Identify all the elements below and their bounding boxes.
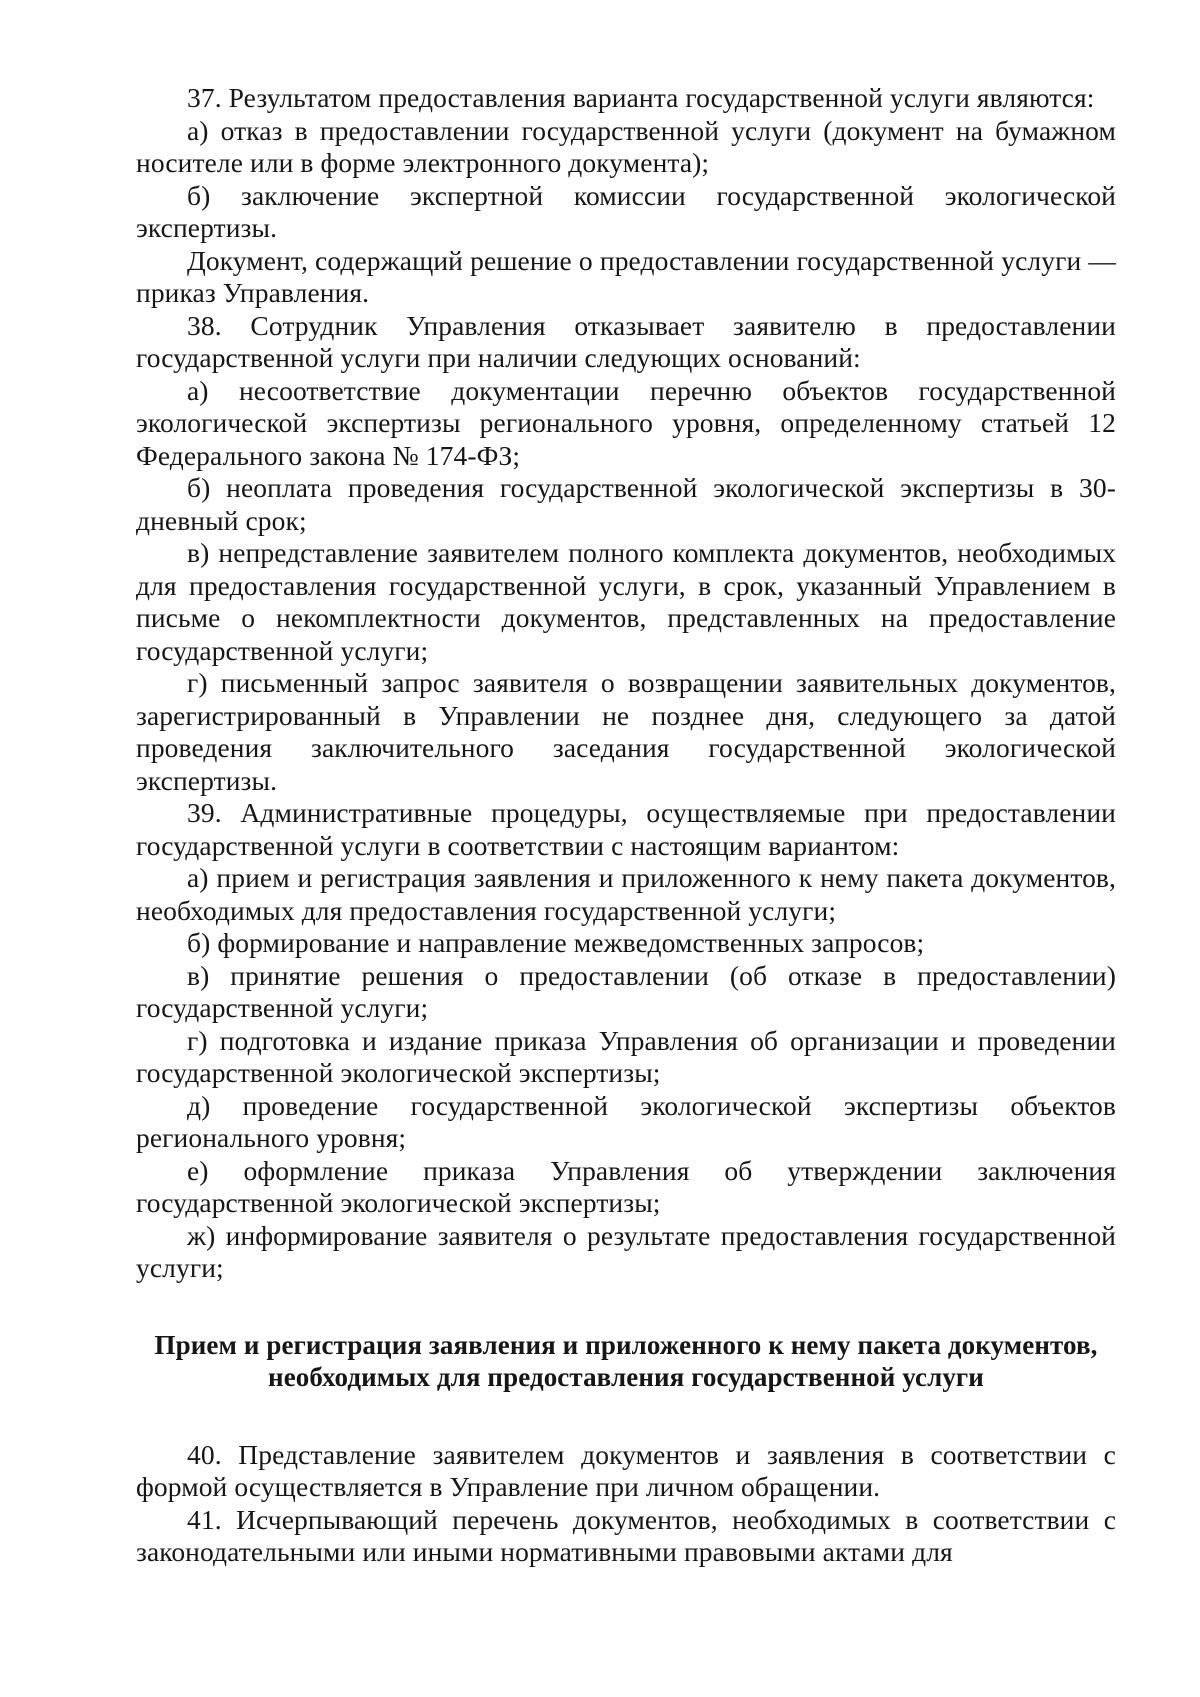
paragraph-38-v: в) непредставление заявителем полного комплекта документов, необходимых для предоставления государственной услуги, в срок, указанный Управлением в письме о некомплектности документов, представленных на предоставление государственной услуги;: [136, 537, 1116, 666]
paragraph-39-b: б) формирование и направление межведомственных запросов;: [187, 927, 925, 958]
paragraph-39-zh: ж) информирование заявителя о результате предоставления государственной услуги;: [136, 1219, 1116, 1283]
paragraph-39-d: д) проведение государственной экологической экспертизы объектов регионального уровня;: [136, 1089, 1116, 1153]
paragraph-38-b: б) неоплата проведения государственной экологической экспертизы в 30-дневный срок;: [136, 472, 1116, 536]
paragraph-37-document: Документ, содержащий решение о предоставлении государственной услуги — приказ Управления.: [136, 244, 1116, 308]
paragraph-39-a: а) прием и регистрация заявления и приложенного к нему пакета документов, необходимых для предоставления государственной услуги;: [136, 862, 1116, 926]
paragraph-39: 39. Административные процедуры, осуществляемые при предоставлении государственной услуги в соответствии с настоящим вариантом:: [136, 797, 1116, 861]
paragraph-38: 38. Сотрудник Управления отказывает заявителю в предоставлении государственной услуги при наличии следующих оснований:: [136, 309, 1116, 373]
paragraph-37: 37. Результатом предоставления варианта государственной услуги являются:: [187, 82, 1095, 113]
paragraph-39-v: в) принятие решения о предоставлении (об отказе в предоставлении) государственной услуги;: [136, 959, 1116, 1023]
paragraph-41: 41. Исчерпывающий перечень документов, необходимых в соответствии с законодательными или иными нормативными правовыми актами для: [136, 1503, 1116, 1567]
section-heading: Прием и регистрация заявления и приложенного к нему пакета документов, необходимых для предоставления государственной услуги: [154, 1329, 1098, 1392]
paragraph-39-g: г) подготовка и издание приказа Управления об организации и проведении государственной экологической экспертизы;: [136, 1024, 1116, 1088]
paragraph-37-a: а) отказ в предоставлении государственной услуги (документ на бумажном носителе или в форме электронного документа);: [136, 114, 1116, 178]
paragraph-37-b: б) заключение экспертной комиссии государственной экологической экспертизы.: [136, 179, 1116, 243]
paragraph-38-a: а) несоответствие документации перечню объектов государственной экологической экспертизы регионального уровня, определенному статьей 12 Федерального закона № 174-ФЗ;: [136, 374, 1116, 471]
paragraph-38-g: г) письменный запрос заявителя о возвращении заявительных документов, зарегистрированный в Управлении не позднее дня, следующего за датой проведения заключительного заседания государственной экологической экспертизы.: [136, 667, 1116, 796]
paragraph-39-e: е) оформление приказа Управления об утверждении заключения государственной экологической экспертизы;: [136, 1154, 1116, 1218]
paragraph-40: 40. Представление заявителем документов и заявления в соответствии с формой осуществляется в Управление при личном обращении.: [136, 1438, 1116, 1502]
